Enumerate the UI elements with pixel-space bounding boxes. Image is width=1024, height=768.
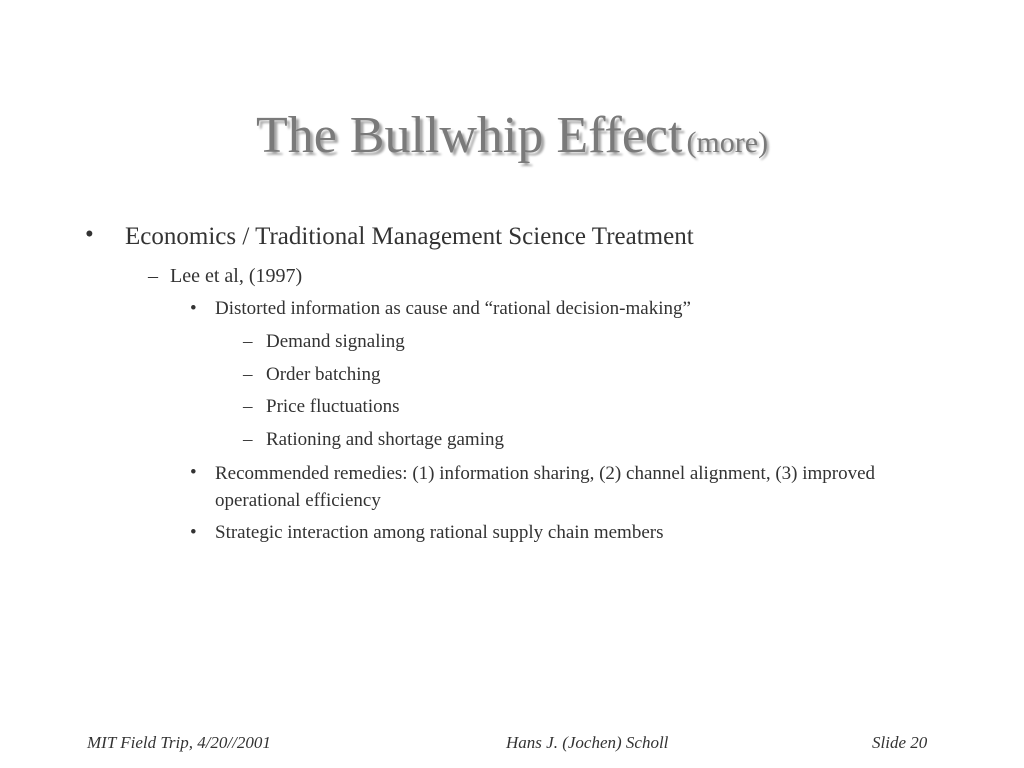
bullet-dot-icon: • — [190, 462, 197, 483]
bullet-dot-icon: • — [190, 522, 197, 543]
bullet-dash-icon: – — [243, 396, 253, 417]
list-item-text: Order batching — [266, 364, 381, 385]
footer-slide-number: Slide 20 — [872, 733, 928, 752]
bullet-dot-icon: • — [85, 221, 94, 248]
bullet-dash-icon: – — [148, 265, 158, 287]
footer-left: MIT Field Trip, 4/20//2001 — [87, 733, 271, 752]
slide-title-suffix: (more) — [686, 126, 769, 159]
footer-author: Hans J. (Jochen) Scholl — [506, 733, 669, 752]
list-item-text: Lee et al, (1997) — [170, 265, 303, 287]
bullet-dot-icon: • — [190, 298, 197, 319]
slide-title-main: The Bullwhip Effect — [255, 107, 683, 164]
list-item-text: Distorted information as cause and “rational decision-making” — [215, 298, 691, 319]
list-item — [190, 462, 930, 518]
list-item-text: Recommended remedies: (1) information sharing, (2) channel alignment, (3) improved operational efficiency — [215, 463, 876, 511]
bullet-dash-icon: – — [243, 429, 253, 450]
bullet-dash-icon: – — [243, 364, 253, 385]
bullet-dash-icon: – — [243, 331, 253, 352]
list-item-text: Strategic interaction among rational supply chain members — [215, 522, 664, 543]
list-item-text: Price fluctuations — [266, 396, 400, 417]
list-item-text: Demand signaling — [266, 331, 405, 352]
list-item-text: Rationing and shortage gaming — [266, 429, 504, 450]
list-item-text: Economics / Traditional Management Science Treatment — [125, 223, 694, 250]
